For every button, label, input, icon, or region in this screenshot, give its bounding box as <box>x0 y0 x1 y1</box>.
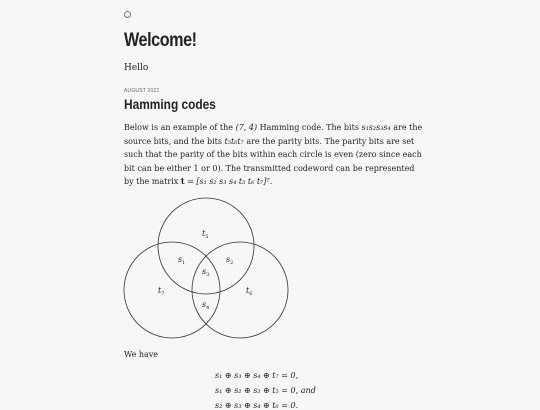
label-s2: $s_2$ <box>226 255 234 266</box>
label-t7: $t_7$ <box>158 286 165 297</box>
equation-1: s₁ ⊕ s₃ ⊕ s₄ ⊕ t₇ = 0, <box>215 371 299 380</box>
equation-3: s₂ ⊕ s₃ ⊕ s₄ ⊕ t₆ = 0. <box>215 401 299 410</box>
greeting-text: Hello <box>124 63 149 73</box>
label-t6: $t_6$ <box>246 286 253 297</box>
page-title: Welcome! <box>124 30 197 51</box>
hamming-venn-diagram <box>120 190 295 345</box>
post-title[interactable]: Hamming codes <box>124 96 216 112</box>
label-t5: $t_5$ <box>202 229 209 240</box>
top-circle <box>158 198 254 294</box>
we-have-text: We have <box>124 350 159 359</box>
post-date: AUGUST 2022 <box>124 88 160 94</box>
label-s3: $s_3$ <box>202 267 210 278</box>
intro-paragraph: Below is an example of the (7, 4) Hamming code. The bits s₁s₂s₃s₄ are the source bits, and the bits t₅t₆t₇ are the parity bits. The parity bits are set such that the parity of the bits within each circle is even (zero since each bit can be either 1 or 0). The transmitted codeword can be represented by the matrix t = [s₁ s₂ s₃ s₄ t₅ t₆ t₇]ᵀ. <box>124 123 423 186</box>
equation-2: s₁ ⊕ s₂ ⊕ s₃ ⊕ t₅ = 0, and <box>215 386 316 395</box>
label-s4: $s_4$ <box>202 300 210 311</box>
circle-icon[interactable] <box>124 11 131 18</box>
label-s1: $s_1$ <box>178 255 186 266</box>
